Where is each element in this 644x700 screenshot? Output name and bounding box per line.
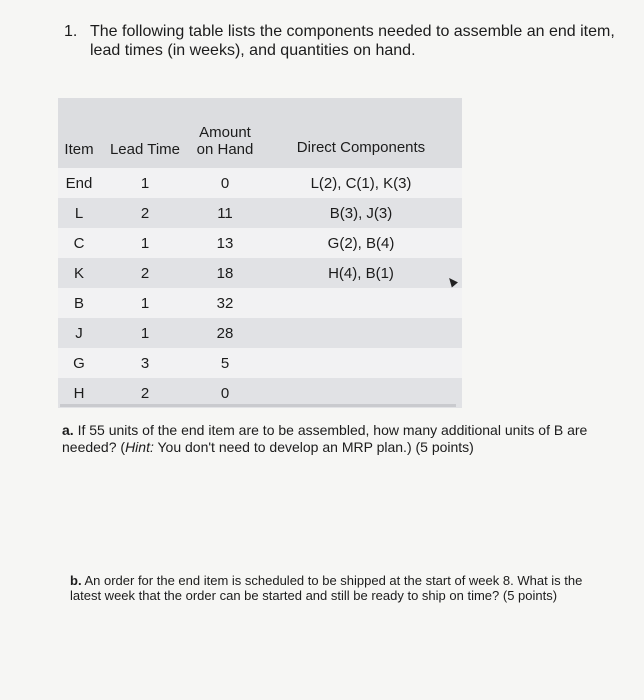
header-amount-on-hand xyxy=(190,98,260,168)
question-number: 1. xyxy=(64,23,78,40)
cell-lead-time: 1 xyxy=(100,288,190,318)
header-amount-line1: Amount xyxy=(199,124,251,141)
question-text: The following table lists the components needed to assemble an end item, lead times (in weeks), and quantities on hand. xyxy=(90,23,615,59)
cell-components: B(3), J(3) xyxy=(260,198,462,228)
cell-amount: 28 xyxy=(190,318,260,348)
cell-item: L xyxy=(58,198,100,228)
table-row xyxy=(58,288,462,318)
cell-lead-time: 1 xyxy=(100,318,190,348)
cell-item: End xyxy=(58,168,100,198)
cell-components xyxy=(260,288,462,318)
cell-item: B xyxy=(58,288,100,318)
cell-amount: 32 xyxy=(190,288,260,318)
table-row xyxy=(58,168,462,198)
header-item: Item xyxy=(58,98,100,168)
header-amount-line2: on Hand xyxy=(196,141,254,158)
table-row xyxy=(58,228,462,258)
part-a-label: a. xyxy=(62,422,74,438)
components-table xyxy=(58,98,462,408)
table-row xyxy=(58,348,462,378)
cell-lead-time: 2 xyxy=(100,258,190,288)
part-a-question xyxy=(62,422,602,456)
cell-item: H xyxy=(58,378,100,408)
question-title xyxy=(64,22,634,60)
part-b-label: b. xyxy=(70,573,82,588)
header-lead-time: Lead Time xyxy=(100,98,190,168)
cell-item: K xyxy=(58,258,100,288)
cell-lead-time: 2 xyxy=(100,198,190,228)
cell-lead-time: 3 xyxy=(100,348,190,378)
cell-item: G xyxy=(58,348,100,378)
cell-lead-time: 2 xyxy=(100,378,190,408)
table-row xyxy=(58,198,462,228)
cell-amount: 18 xyxy=(190,258,260,288)
cell-lead-time: 1 xyxy=(100,168,190,198)
cell-amount: 13 xyxy=(190,228,260,258)
cell-components xyxy=(260,348,462,378)
part-a-text2: ) (5 points) xyxy=(406,439,474,455)
cell-amount: 5 xyxy=(190,348,260,378)
cell-components: G(2), B(4) xyxy=(260,228,462,258)
cell-item: J xyxy=(58,318,100,348)
part-b-text: An order for the end item is scheduled to be shipped at the start of week 8. What is the latest week that the order can be started and still be ready to ship on time? (5 points) xyxy=(70,573,583,603)
cell-components: H(4), B(1) xyxy=(260,258,462,288)
cell-lead-time: 1 xyxy=(100,228,190,258)
cell-amount: 0 xyxy=(190,378,260,408)
divider xyxy=(60,404,456,407)
part-a-hint-label: Hint: xyxy=(125,439,154,455)
cell-components xyxy=(260,318,462,348)
part-a-hint-text: You don't need to develop an MRP plan. xyxy=(157,439,407,455)
cell-components: L(2), C(1), K(3) xyxy=(260,168,462,198)
part-a-text1: If 55 units of the end item are to be assembled, how many additional units of B are needed? ( xyxy=(62,422,588,455)
cell-amount: 11 xyxy=(190,198,260,228)
table-header-row xyxy=(58,98,462,168)
header-direct-components: Direct Components xyxy=(260,98,462,168)
part-b-question xyxy=(70,573,600,603)
cell-item: C xyxy=(58,228,100,258)
table-row xyxy=(58,258,462,288)
cell-amount: 0 xyxy=(190,168,260,198)
table-row xyxy=(58,318,462,348)
